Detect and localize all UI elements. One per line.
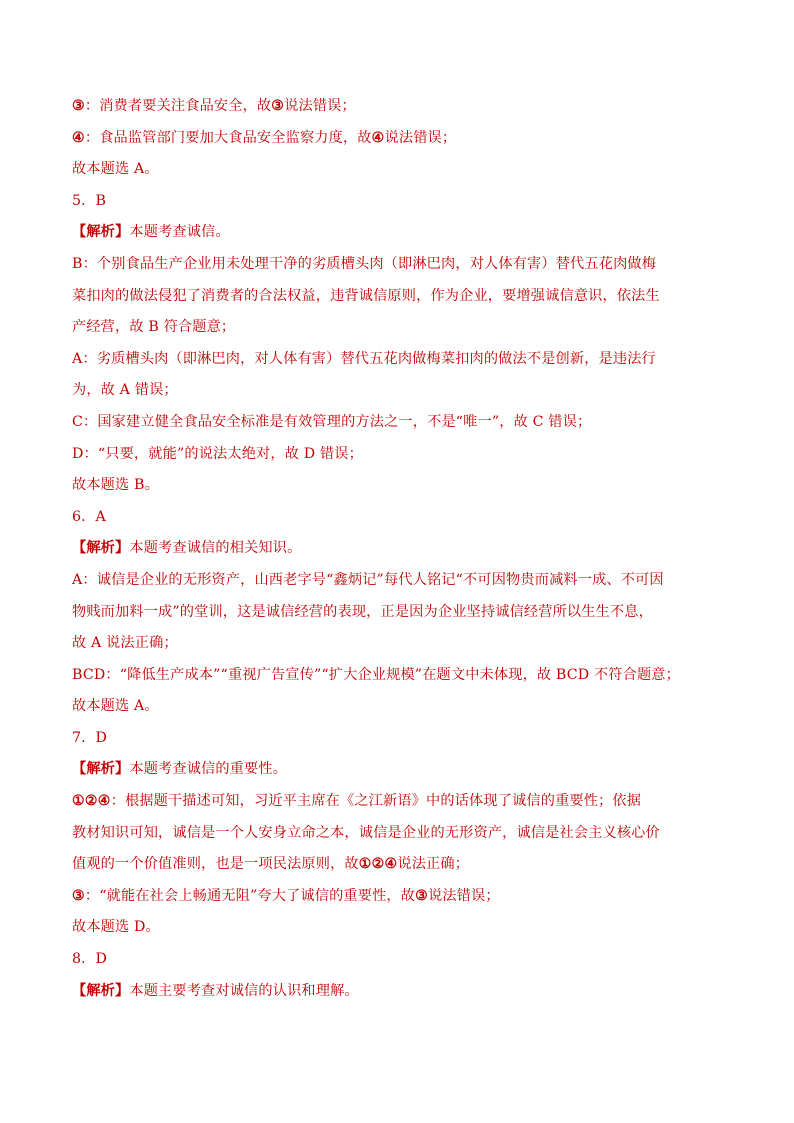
text-segment: A：劣质槽头肉（即淋巴肉，对人体有害）替代五花肉做梅菜扣肉的做法不是创新，是违法行 xyxy=(72,350,656,367)
text-segment: ：食品监管部门要加大食品安全监察力度，故 xyxy=(84,129,372,146)
text-line xyxy=(72,507,722,527)
text-segment: 说法错误； xyxy=(384,129,457,146)
circled-number: ④ xyxy=(371,129,385,146)
circled-number: ①②④ xyxy=(358,856,398,873)
text-segment: ：根据题干描述可知，习近平主席在《之江新语》中的话体现了诚信的重要性；依据 xyxy=(110,793,642,810)
text-segment: 7．D xyxy=(72,729,108,746)
analysis-label: 【解析】 xyxy=(72,224,130,241)
circled-number: ③ xyxy=(415,887,428,904)
text-segment: 教材知识可知，诚信是一个人安身立命之本，诚信是企业的无形资产，诚信是社会主义核心价 xyxy=(72,824,660,841)
text-line xyxy=(72,349,722,369)
text-segment: 菜扣肉的做法侵犯了消费者的合法权益，违背诚信原则，作为企业，要增强诚信意识，依法生 xyxy=(72,287,660,304)
text-line xyxy=(72,728,722,748)
text-segment: ：消费者要关注食品安全，故 xyxy=(84,98,272,114)
text-line xyxy=(72,96,722,116)
text-segment: D：“只要，就能”的说法太绝对，故 D 错误； xyxy=(72,445,363,462)
text-line xyxy=(72,191,722,211)
text-line xyxy=(72,538,722,558)
circled-number: ①②④ xyxy=(72,793,111,810)
text-line xyxy=(72,886,722,906)
text-segment: 故 A 说法正确； xyxy=(72,635,178,652)
text-line xyxy=(72,570,722,590)
answer-explanation-page xyxy=(72,96,722,1012)
text-line xyxy=(72,286,722,306)
text-line xyxy=(72,791,722,811)
text-segment: 本题考查诚信的重要性。 xyxy=(129,761,288,778)
text-line xyxy=(72,380,722,400)
text-segment: 5．B xyxy=(72,192,107,209)
text-line xyxy=(72,854,722,874)
text-segment: A：诚信是企业的无形资产，山西老字号“鑫炳记”每代人铭记“不可因物贵而减料一成、不可因 xyxy=(72,571,664,588)
text-line xyxy=(72,128,722,148)
text-segment: 故本题选 A。 xyxy=(72,161,159,178)
text-segment: 说法正确； xyxy=(397,856,470,873)
text-line xyxy=(72,159,722,179)
text-segment: C：国家建立健全食品安全标准是有效管理的方法之一，不是“唯一”，故 C 错误； xyxy=(72,413,592,430)
circled-number: ④ xyxy=(72,129,85,146)
text-line xyxy=(72,254,722,274)
analysis-label: 【解析】 xyxy=(72,982,130,999)
circled-number: ③ xyxy=(271,98,285,114)
text-line xyxy=(72,665,722,685)
text-line xyxy=(72,759,722,779)
text-segment: 为，故 A 错误； xyxy=(72,382,178,399)
circled-number: ③ xyxy=(72,98,85,114)
text-segment: 8．D xyxy=(72,951,108,968)
text-line xyxy=(72,949,722,969)
text-segment: 产经营，故 B 符合题意； xyxy=(72,319,236,336)
text-line xyxy=(72,602,722,622)
analysis-label: 【解析】 xyxy=(72,761,130,778)
text-segment: 故本题选 D。 xyxy=(72,919,160,936)
text-line xyxy=(72,475,722,495)
text-segment: 本题考查诚信。 xyxy=(129,224,230,241)
text-line xyxy=(72,412,722,432)
text-line xyxy=(72,917,722,937)
text-segment: 故本题选 B。 xyxy=(72,477,159,494)
circled-number: ③ xyxy=(72,887,85,904)
text-segment: 物贱而加料一成”的堂训，这是诚信经营的表现，正是因为企业坚持诚信经营所以生生不息， xyxy=(72,603,653,620)
text-line xyxy=(72,317,722,337)
text-segment: 本题考查诚信的相关知识。 xyxy=(129,540,302,557)
text-line xyxy=(72,696,722,716)
text-segment: BCD：“降低生产成本”“重视广告宣传”“扩大企业规模”在题文中未体现，故 BCD 不符合题意； xyxy=(72,666,680,683)
text-segment: 故本题选 A。 xyxy=(72,698,159,715)
text-segment: ：“就能在社会上畅通无阻”夸大了诚信的重要性，故 xyxy=(84,887,416,904)
text-segment: 值观的一个价值准则，也是一项民法原则，故 xyxy=(72,856,359,873)
text-segment: 6．A xyxy=(72,508,106,525)
text-segment: 说法错误； xyxy=(427,887,500,904)
analysis-label: 【解析】 xyxy=(72,540,130,557)
text-segment: B：个别食品生产企业用未处理干净的劣质槽头肉（即淋巴肉，对人体有害）替代五花肉做梅 xyxy=(72,255,657,272)
text-line xyxy=(72,444,722,464)
text-line xyxy=(72,981,722,1001)
text-line xyxy=(72,222,722,242)
text-line xyxy=(72,823,722,843)
text-segment: 说法错误； xyxy=(284,98,356,114)
text-line xyxy=(72,633,722,653)
text-segment: 本题主要考查对诚信的认识和理解。 xyxy=(129,982,359,999)
